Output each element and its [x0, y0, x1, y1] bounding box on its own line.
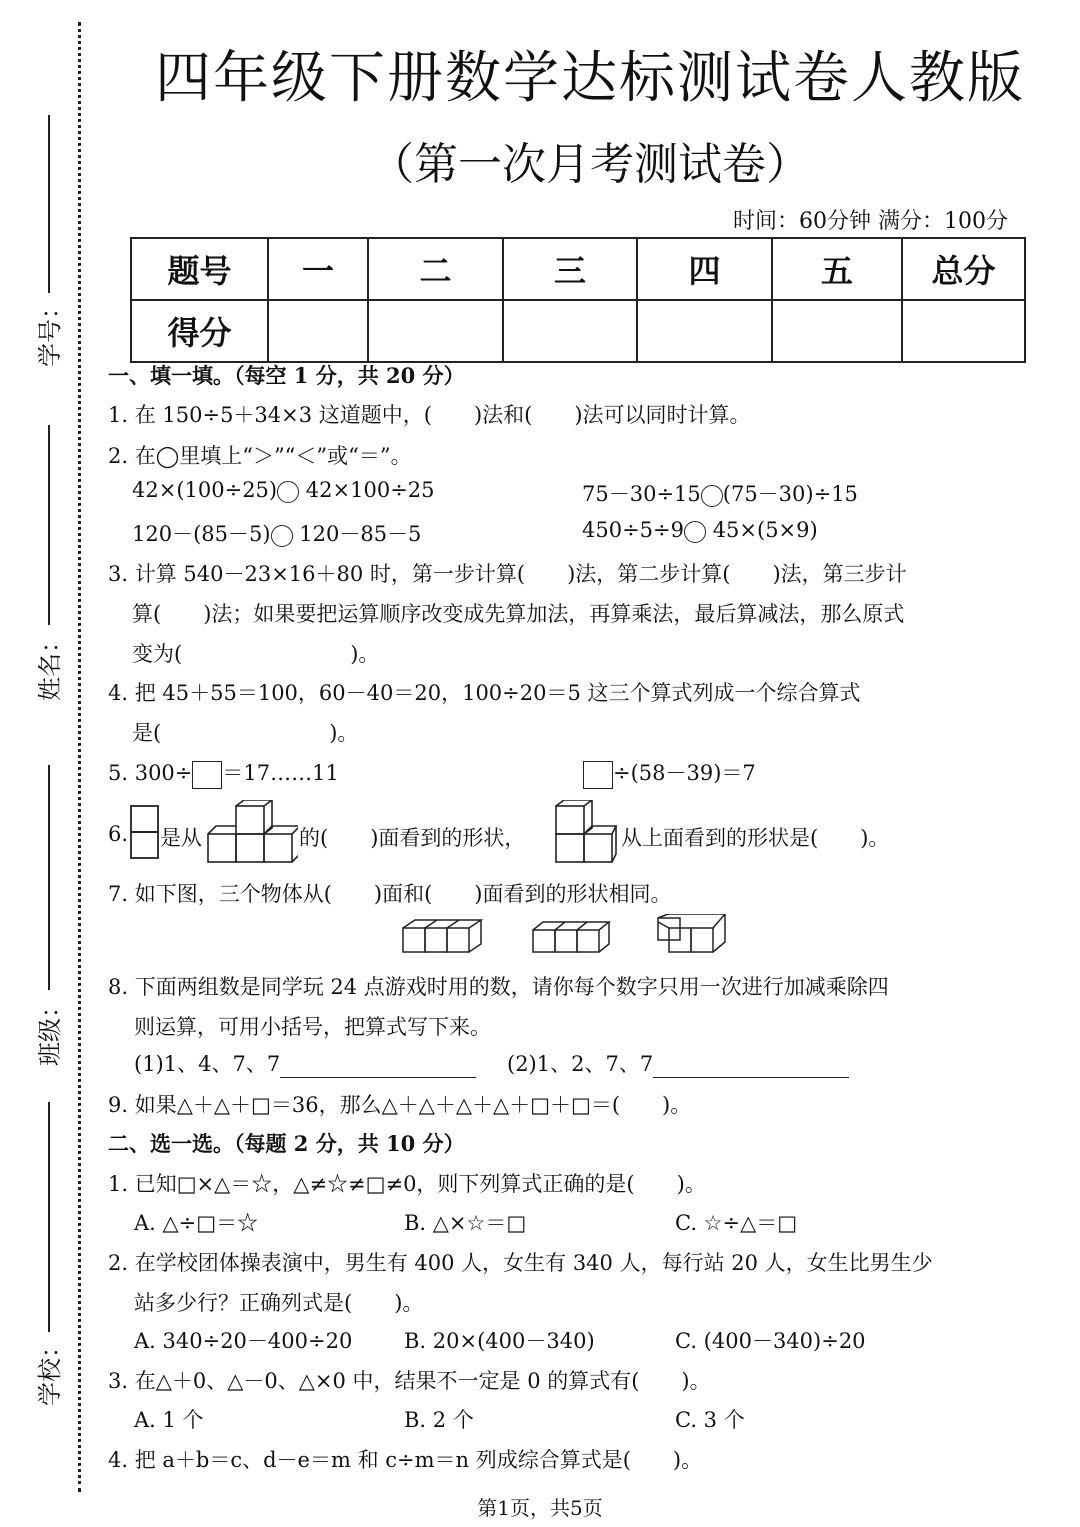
- answer-box[interactable]: [583, 761, 613, 789]
- student-id-label: 学号：: [35, 295, 64, 367]
- q8-item-1: [134, 1048, 476, 1078]
- score-cell: 四: [637, 238, 772, 300]
- score-cell: 二: [368, 238, 503, 300]
- answer-blank[interactable]: [653, 1059, 849, 1078]
- option-c[interactable]: C. 3 个: [675, 1408, 745, 1432]
- q6-text-1: 是从: [160, 826, 202, 850]
- question-1-8-cont: 则运算，可用小括号，把算式写下来。: [134, 1015, 491, 1039]
- question-1-2: 2. 在◯里填上“＞”“＜”或“＝”。: [108, 444, 412, 468]
- class-label: 班级：: [35, 994, 64, 1066]
- compare-left: 75－30÷15: [582, 482, 701, 506]
- score-cell: 三: [503, 238, 637, 300]
- compare-circle[interactable]: [684, 521, 706, 543]
- score-input-cell[interactable]: [637, 300, 772, 362]
- compare-right: 120－85－5: [299, 522, 422, 546]
- score-cell: 五: [772, 238, 902, 300]
- school-line: [48, 1102, 50, 1332]
- question-1-5a: [108, 757, 339, 789]
- section-heading: 一、填一填。（每空 1 分，共 20 分）: [108, 363, 465, 388]
- question-1-7: 7. 如下图，三个物体从( )面和( )面看到的形状相同。: [108, 882, 672, 906]
- q8-numbers: (2)1、2、7、7: [507, 1052, 654, 1076]
- score-table-header-row: [131, 238, 1025, 300]
- question-2-3: 3. 在△＋0、△－0、△×0 中，结果不一定是 0 的算式有( )。: [108, 1369, 711, 1393]
- section-heading: 二、选一选。（每题 2 分，共 10 分）: [108, 1131, 465, 1156]
- question-2-1: 1. 已知□×△＝☆，△≠☆≠□≠0，则下列算式正确的是( )。: [108, 1172, 706, 1196]
- name-line: [48, 425, 50, 625]
- compare-circle[interactable]: [277, 481, 299, 503]
- option-c[interactable]: C. (400－340)÷20: [675, 1329, 866, 1353]
- compare-left: 120－(85－5): [132, 522, 271, 546]
- score-table: [130, 237, 1026, 363]
- compare-row: [132, 478, 435, 503]
- q6-number: 6.: [108, 822, 129, 846]
- q6-text-2: 的( )面看到的形状，: [299, 826, 526, 850]
- question-1-3-cont: 算( )法；如果要把运算顺序改变成先算加法，再算乘法，最后算减法，那么原式: [132, 602, 905, 626]
- student-id-line: [48, 115, 50, 293]
- answer-box[interactable]: [192, 761, 222, 789]
- page-number: 第1页，共5页: [477, 1496, 603, 1520]
- q5a-text: 5. 300÷: [108, 761, 193, 785]
- cube-row-icon: [530, 916, 614, 956]
- question-1-5b: [583, 757, 756, 789]
- l-shape-3d-icon: [554, 800, 620, 864]
- question-1-8: 8. 下面两组数是同学玩 24 点游戏时用的数，请你每个数字只用一次进行加减乘除四: [108, 975, 889, 999]
- compare-circle[interactable]: [271, 525, 293, 547]
- cube-stack-3d-icon: [206, 800, 298, 864]
- score-input-cell[interactable]: [268, 300, 368, 362]
- compare-row: [582, 478, 858, 508]
- question-1-3: 3. 计算 540－23×16＋80 时，第一步计算( )法，第二步计算( )法，第三步计: [108, 562, 907, 586]
- question-1-4-cont: 是( )。: [132, 721, 359, 745]
- compare-right: (75－30)÷15: [722, 482, 858, 506]
- time-info: 时间：60分钟 满分：100分: [733, 209, 1008, 234]
- question-2-2: 2. 在学校团体操表演中，男生有 400 人，女生有 340 人，每行站 20 人，女生比男生少: [108, 1251, 933, 1275]
- q6-text-3: 从上面看到的形状是( )。: [621, 826, 890, 850]
- score-cell: 得分: [131, 300, 268, 362]
- question-1-9: 9. 如果△＋△＋□＝36，那么△＋△＋△＋△＋□＋□＝( )。: [108, 1093, 692, 1117]
- score-input-cell[interactable]: [902, 300, 1025, 362]
- two-stacked-squares-icon: [130, 805, 160, 861]
- score-cell: 总分: [902, 238, 1025, 300]
- question-1-3-cont: 变为( )。: [132, 642, 380, 666]
- option-a[interactable]: A. 340÷20－400÷20: [134, 1329, 353, 1353]
- binding-dotted-line: [78, 22, 81, 1492]
- question-1-4: 4. 把 45＋55＝100，60－40＝20，100÷20＝5 这三个算式列成一个综合算式: [108, 681, 861, 705]
- compare-circle[interactable]: [701, 485, 723, 507]
- page-subtitle: （第一次月考测试卷）: [370, 139, 810, 190]
- option-a[interactable]: A. △÷□＝☆: [134, 1211, 259, 1235]
- option-c[interactable]: C. ☆÷△＝□: [675, 1211, 798, 1235]
- cube-row-icon: [655, 914, 731, 956]
- answer-blank[interactable]: [280, 1059, 476, 1078]
- question-2-4: 4. 把 a＋b＝c、d－e＝m 和 c÷m＝n 列成综合算式是( )。: [108, 1448, 703, 1472]
- option-b[interactable]: B. △×☆＝□: [404, 1211, 527, 1235]
- cube-row-icon: [400, 916, 490, 956]
- q8-item-2: [507, 1048, 849, 1078]
- compare-right: 42×100÷25: [305, 478, 435, 502]
- school-label: 学校：: [35, 1334, 64, 1406]
- class-line: [48, 765, 50, 990]
- option-a[interactable]: A. 1 个: [134, 1408, 204, 1432]
- compare-row: [582, 518, 818, 543]
- score-cell: 题号: [131, 238, 268, 300]
- option-b[interactable]: B. 2 个: [404, 1408, 474, 1432]
- question-1-1: 1. 在 150÷5＋34×3 这道题中，( )法和( )法可以同时计算。: [108, 403, 751, 427]
- compare-left: 450÷5÷9: [582, 518, 684, 542]
- page-title: 四年级下册数学达标测试卷人教版: [155, 46, 1025, 111]
- score-input-cell[interactable]: [503, 300, 637, 362]
- q5b-text: ÷(58－39)＝7: [613, 761, 756, 785]
- compare-left: 42×(100÷25): [132, 478, 278, 502]
- question-2-2-cont: 站多少行？正确列式是( )。: [134, 1291, 424, 1315]
- q5a-text-post: ＝17……11: [222, 761, 339, 785]
- score-input-cell[interactable]: [368, 300, 503, 362]
- score-table-score-row: [131, 300, 1025, 362]
- score-input-cell[interactable]: [772, 300, 902, 362]
- option-b[interactable]: B. 20×(400－340): [404, 1329, 595, 1353]
- name-label: 姓名：: [35, 629, 64, 701]
- q8-numbers: (1)1、4、7、7: [134, 1052, 281, 1076]
- compare-row: [132, 518, 421, 548]
- score-cell: 一: [268, 238, 368, 300]
- compare-right: 45×(5×9): [712, 518, 818, 542]
